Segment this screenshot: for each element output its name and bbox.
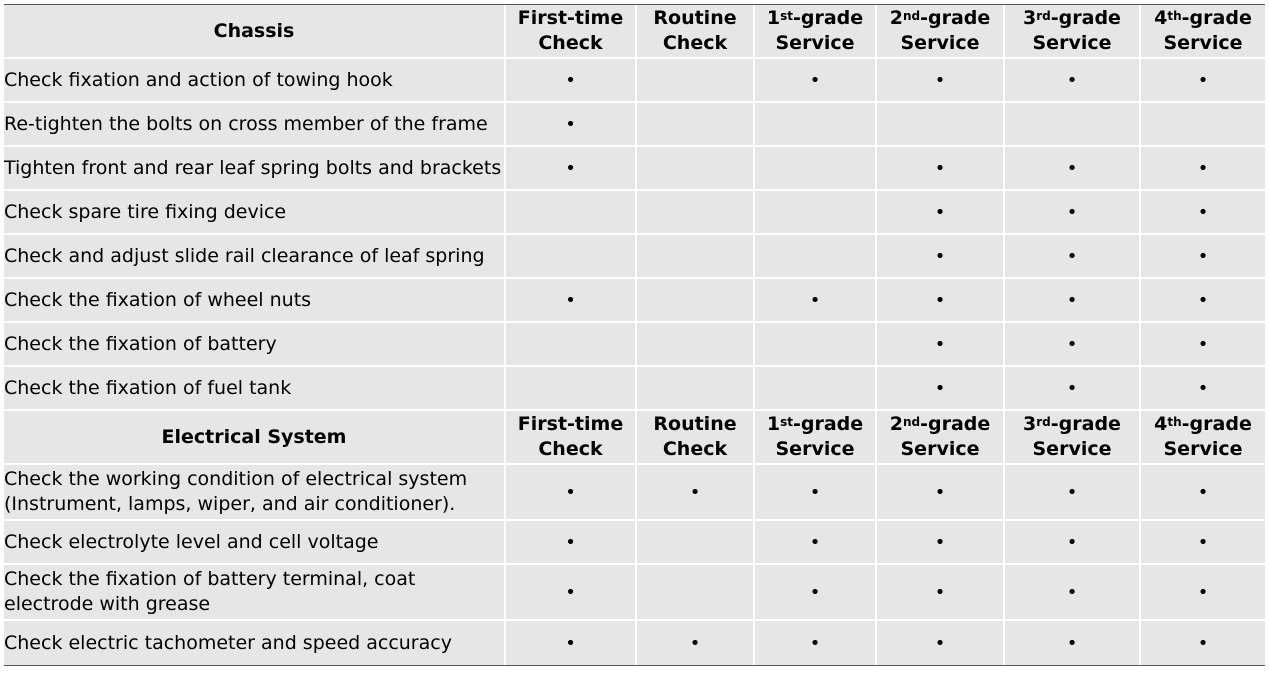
ordinal-number: 1	[766, 7, 781, 29]
column-header-text: -grade	[1050, 7, 1121, 29]
check-cell-third-grade-service	[1005, 323, 1141, 367]
task-label-line: Check and adjust slide rail clearance of leaf spring	[4, 244, 485, 267]
task-label-line: Check the fixation of wheel nuts	[4, 288, 312, 311]
bullet-icon: •	[565, 69, 576, 91]
ordinal-suffix: th	[1167, 415, 1182, 429]
bullet-icon: •	[1066, 481, 1078, 503]
ordinal-number: 2	[889, 7, 903, 29]
ordinal-number: 2	[889, 413, 903, 435]
bullet-icon: •	[809, 531, 821, 553]
table-row	[4, 621, 1265, 665]
bullet-icon: •	[1066, 69, 1078, 91]
bullet-icon: •	[1066, 201, 1078, 223]
column-header-second-grade-service	[877, 411, 1005, 465]
check-cell-second-grade-service	[877, 465, 1005, 521]
table-row	[4, 367, 1265, 411]
column-header-first-time-check	[506, 411, 637, 465]
check-cell-first-grade-service	[755, 103, 877, 147]
column-header-text: -grade	[920, 7, 991, 29]
bullet-icon: •	[565, 157, 576, 179]
check-cell-routine-check	[637, 147, 755, 191]
bullet-icon: •	[565, 632, 576, 654]
check-cell-routine-check	[637, 191, 755, 235]
column-header-line2: Service	[775, 438, 855, 460]
column-header-routine-check	[637, 5, 755, 59]
table-row	[4, 235, 1265, 279]
check-cell-third-grade-service	[1005, 465, 1141, 521]
check-cell-fourth-grade-service	[1141, 235, 1265, 279]
task-label	[4, 147, 506, 191]
bullet-icon: •	[1066, 245, 1078, 267]
task-label	[4, 465, 506, 521]
check-cell-second-grade-service	[877, 323, 1005, 367]
task-label	[4, 191, 506, 235]
bullet-icon: •	[934, 632, 946, 654]
ordinal-suffix: st	[780, 415, 793, 429]
table-row	[4, 103, 1265, 147]
bullet-icon: •	[809, 632, 821, 654]
check-cell-second-grade-service	[877, 367, 1005, 411]
check-cell-third-grade-service	[1005, 147, 1141, 191]
bullet-icon: •	[565, 581, 576, 603]
check-cell-routine-check	[637, 465, 755, 521]
check-cell-second-grade-service	[877, 235, 1005, 279]
check-cell-third-grade-service	[1005, 235, 1141, 279]
column-header-text: Routine	[653, 7, 737, 29]
column-header-line1	[1141, 412, 1265, 437]
check-cell-first-time-check	[506, 367, 637, 411]
bullet-icon: •	[1197, 581, 1209, 603]
check-cell-first-grade-service	[755, 565, 877, 621]
check-cell-first-grade-service	[755, 59, 877, 103]
check-cell-third-grade-service	[1005, 103, 1141, 147]
bullet-icon: •	[1197, 69, 1209, 91]
check-cell-routine-check	[637, 565, 755, 621]
bullet-icon: •	[1197, 377, 1209, 399]
ordinal-suffix: nd	[902, 9, 921, 23]
ordinal-suffix: rd	[1036, 9, 1051, 23]
task-label	[4, 565, 506, 621]
task-label-line: electrode with grease	[4, 593, 211, 615]
task-label	[4, 103, 506, 147]
table-body	[4, 5, 1265, 665]
bullet-icon: •	[565, 289, 576, 311]
bullet-icon: •	[565, 113, 576, 135]
check-cell-first-time-check	[506, 621, 637, 665]
bullet-icon: •	[1066, 531, 1078, 553]
bullet-icon: •	[1197, 245, 1209, 267]
bullet-icon: •	[1066, 289, 1078, 311]
check-cell-routine-check	[637, 621, 755, 665]
ordinal-number: 4	[1154, 413, 1168, 435]
check-cell-fourth-grade-service	[1141, 521, 1265, 565]
column-header-first-time-check	[506, 5, 637, 59]
column-header-text: Routine	[653, 413, 737, 435]
bullet-icon: •	[1197, 157, 1209, 179]
section-title: Chassis	[4, 5, 506, 59]
column-header-routine-check	[637, 411, 755, 465]
bullet-icon: •	[934, 377, 946, 399]
check-cell-first-time-check	[506, 59, 637, 103]
column-header-fourth-grade-service	[1141, 411, 1265, 465]
column-header-line2: Service	[1163, 438, 1243, 460]
check-cell-first-time-check	[506, 147, 637, 191]
check-cell-fourth-grade-service	[1141, 367, 1265, 411]
bullet-icon: •	[565, 531, 576, 553]
task-label-line: Check spare tire fixing device	[4, 200, 287, 223]
table-row	[4, 59, 1265, 103]
column-header-line1	[1005, 412, 1139, 437]
bullet-icon: •	[1066, 377, 1078, 399]
check-cell-fourth-grade-service	[1141, 191, 1265, 235]
column-header-line1	[1005, 6, 1139, 31]
ordinal-suffix: th	[1167, 9, 1182, 23]
task-label-line: Check the working condition of electrical system	[4, 468, 468, 490]
column-header-second-grade-service	[877, 5, 1005, 59]
bullet-icon: •	[1066, 333, 1078, 355]
bullet-icon: •	[934, 157, 946, 179]
check-cell-second-grade-service	[877, 521, 1005, 565]
column-header-text: -grade	[792, 7, 864, 29]
column-header-text: -grade	[1050, 413, 1121, 435]
check-cell-routine-check	[637, 279, 755, 323]
column-header-line2: Service	[900, 32, 980, 54]
bullet-icon: •	[934, 481, 946, 503]
column-header-text: -grade	[1181, 7, 1252, 29]
column-header-first-grade-service	[755, 411, 877, 465]
column-header-line1	[637, 412, 753, 437]
bullet-icon: •	[1197, 481, 1209, 503]
bullet-icon: •	[809, 289, 821, 311]
column-header-line2: Service	[1163, 32, 1243, 54]
task-label-line: (Instrument, lamps, wiper, and air conditioner).	[4, 493, 456, 515]
task-label	[4, 521, 506, 565]
check-cell-first-grade-service	[755, 465, 877, 521]
column-header-line1	[877, 6, 1003, 31]
check-cell-first-time-check	[506, 521, 637, 565]
bullet-icon: •	[1197, 201, 1209, 223]
check-cell-routine-check	[637, 59, 755, 103]
check-cell-fourth-grade-service	[1141, 147, 1265, 191]
check-cell-fourth-grade-service	[1141, 103, 1265, 147]
task-label	[4, 323, 506, 367]
ordinal-number: 3	[1023, 413, 1037, 435]
check-cell-first-time-check	[506, 235, 637, 279]
bullet-icon: •	[1066, 157, 1078, 179]
table-row	[4, 147, 1265, 191]
check-cell-third-grade-service	[1005, 565, 1141, 621]
check-cell-routine-check	[637, 367, 755, 411]
check-cell-second-grade-service	[877, 59, 1005, 103]
check-cell-first-grade-service	[755, 235, 877, 279]
ordinal-suffix: nd	[902, 415, 921, 429]
bullet-icon: •	[1066, 581, 1078, 603]
table-row	[4, 465, 1265, 521]
bullet-icon: •	[1197, 531, 1209, 553]
check-cell-routine-check	[637, 323, 755, 367]
task-label-line: Check electric tachometer and speed accuracy	[4, 631, 452, 654]
column-header-line1	[755, 6, 875, 31]
bullet-icon: •	[809, 69, 821, 91]
check-cell-second-grade-service	[877, 103, 1005, 147]
bullet-icon: •	[934, 333, 946, 355]
column-header-line2: Check	[538, 438, 603, 460]
check-cell-first-grade-service	[755, 521, 877, 565]
column-header-line2: Service	[1032, 32, 1112, 54]
task-label	[4, 621, 506, 665]
bullet-icon: •	[809, 481, 821, 503]
column-header-text: -grade	[792, 413, 864, 435]
check-cell-first-grade-service	[755, 323, 877, 367]
column-header-line2: Check	[662, 438, 728, 460]
bullet-icon: •	[934, 201, 946, 223]
column-header-fourth-grade-service	[1141, 5, 1265, 59]
bullet-icon: •	[934, 531, 946, 553]
table-row	[4, 279, 1265, 323]
task-label	[4, 279, 506, 323]
bullet-icon: •	[934, 289, 946, 311]
column-header-text: -grade	[920, 413, 991, 435]
task-label	[4, 367, 506, 411]
bullet-icon: •	[689, 632, 701, 654]
ordinal-number: 1	[766, 413, 781, 435]
check-cell-third-grade-service	[1005, 279, 1141, 323]
check-cell-fourth-grade-service	[1141, 565, 1265, 621]
check-cell-first-time-check	[506, 323, 637, 367]
task-label-line: Check electrolyte level and cell voltage	[4, 530, 379, 553]
bullet-icon: •	[934, 581, 946, 603]
bullet-icon: •	[1197, 333, 1209, 355]
check-cell-fourth-grade-service	[1141, 59, 1265, 103]
check-cell-second-grade-service	[877, 279, 1005, 323]
column-header-line1	[877, 412, 1003, 437]
check-cell-first-time-check	[506, 103, 637, 147]
task-label-line: Tighten front and rear leaf spring bolts and brackets	[4, 156, 502, 179]
column-header-third-grade-service	[1005, 411, 1141, 465]
column-header-line2: Service	[1032, 438, 1112, 460]
check-cell-fourth-grade-service	[1141, 279, 1265, 323]
bullet-icon: •	[689, 481, 701, 503]
column-header-line1	[637, 6, 753, 31]
column-header-text: -grade	[1181, 413, 1252, 435]
column-header-line2: Service	[775, 32, 855, 54]
check-cell-fourth-grade-service	[1141, 465, 1265, 521]
section-header-row	[4, 411, 1265, 465]
task-label-line: Check the fixation of battery terminal, coat	[4, 568, 416, 590]
ordinal-suffix: st	[780, 9, 793, 23]
column-header-first-grade-service	[755, 5, 877, 59]
check-cell-first-time-check	[506, 191, 637, 235]
section-header-row	[4, 5, 1265, 59]
check-cell-second-grade-service	[877, 565, 1005, 621]
check-cell-third-grade-service	[1005, 367, 1141, 411]
ordinal-suffix: rd	[1036, 415, 1051, 429]
check-cell-third-grade-service	[1005, 521, 1141, 565]
column-header-line1	[506, 6, 635, 31]
table-row	[4, 191, 1265, 235]
check-cell-first-time-check	[506, 565, 637, 621]
check-cell-fourth-grade-service	[1141, 621, 1265, 665]
ordinal-number: 3	[1023, 7, 1037, 29]
check-cell-first-grade-service	[755, 279, 877, 323]
bullet-icon: •	[1197, 632, 1209, 654]
check-cell-second-grade-service	[877, 621, 1005, 665]
column-header-third-grade-service	[1005, 5, 1141, 59]
task-label-line: Check the fixation of battery	[4, 332, 277, 355]
bullet-icon: •	[934, 69, 946, 91]
table-row	[4, 323, 1265, 367]
column-header-line2: Check	[538, 32, 603, 54]
check-cell-routine-check	[637, 103, 755, 147]
task-label-line: Check fixation and action of towing hook	[4, 68, 393, 91]
column-header-text: First-time	[517, 413, 624, 435]
task-label-line: Re-tighten the bolts on cross member of the frame	[4, 112, 488, 135]
table-row	[4, 521, 1265, 565]
bullet-icon: •	[809, 581, 821, 603]
column-header-line2: Check	[662, 32, 728, 54]
check-cell-third-grade-service	[1005, 621, 1141, 665]
check-cell-routine-check	[637, 235, 755, 279]
check-cell-first-grade-service	[755, 191, 877, 235]
task-label	[4, 59, 506, 103]
table-row	[4, 565, 1265, 621]
check-cell-second-grade-service	[877, 191, 1005, 235]
bullet-icon: •	[934, 245, 946, 267]
check-cell-second-grade-service	[877, 147, 1005, 191]
task-label-line: Check the fixation of fuel tank	[4, 376, 292, 399]
check-cell-first-time-check	[506, 279, 637, 323]
check-cell-first-grade-service	[755, 367, 877, 411]
maintenance-table	[4, 4, 1265, 666]
check-cell-first-grade-service	[755, 621, 877, 665]
task-label	[4, 235, 506, 279]
section-title: Electrical System	[4, 411, 506, 465]
column-header-line1	[755, 412, 875, 437]
column-header-text: First-time	[517, 7, 624, 29]
check-cell-fourth-grade-service	[1141, 323, 1265, 367]
bullet-icon: •	[565, 481, 576, 503]
bullet-icon: •	[1066, 632, 1078, 654]
ordinal-number: 4	[1154, 7, 1168, 29]
check-cell-first-time-check	[506, 465, 637, 521]
check-cell-third-grade-service	[1005, 59, 1141, 103]
check-cell-routine-check	[637, 521, 755, 565]
column-header-line2: Service	[900, 438, 980, 460]
bullet-icon: •	[1197, 289, 1209, 311]
check-cell-first-grade-service	[755, 147, 877, 191]
column-header-line1	[506, 412, 635, 437]
check-cell-third-grade-service	[1005, 191, 1141, 235]
column-header-line1	[1141, 6, 1265, 31]
